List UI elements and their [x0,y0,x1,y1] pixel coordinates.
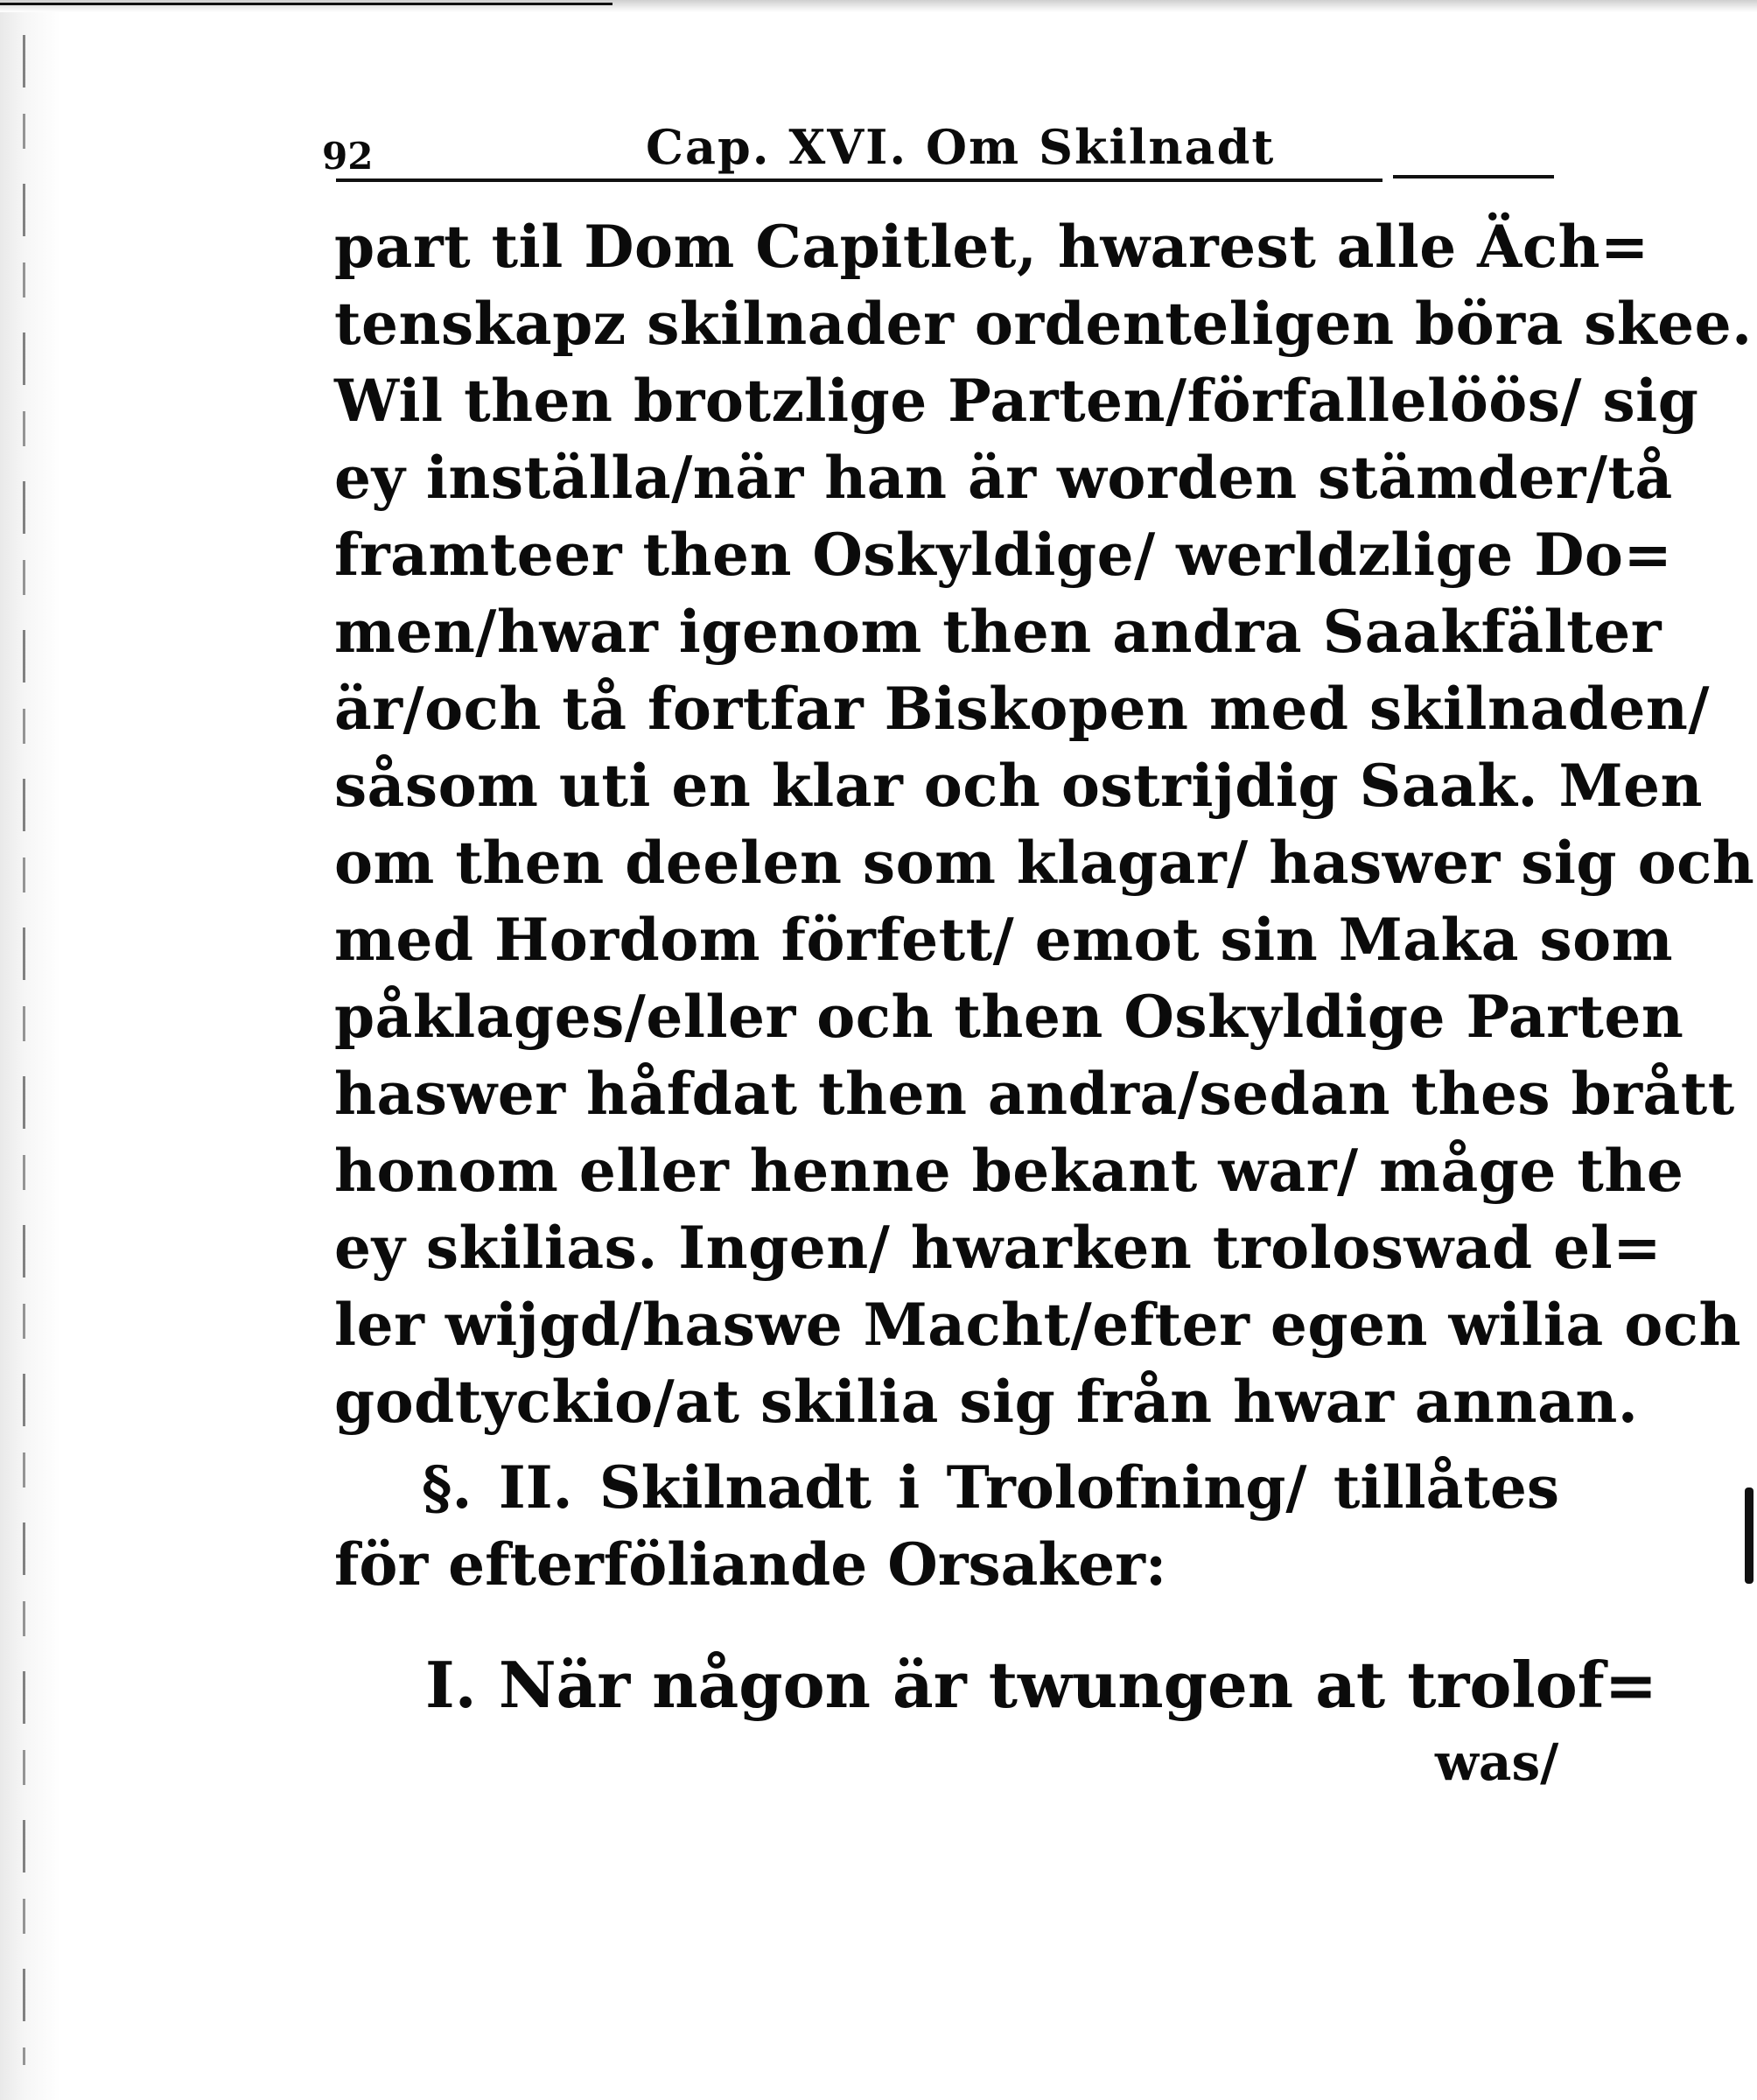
section-heading-line: §. II. Skilnadt i Trolofning/ tillåtes [422,1453,1559,1522]
catchword: was/ [1435,1732,1559,1792]
text-line: framteer then Oskyldige/ werldzlige Do= [334,521,1673,589]
text-line: godtyckio/at skilia sig från hwar annan. [334,1368,1639,1436]
top-page-edge [0,0,1757,12]
text-line: såsom uti en klar och ostrijdig Saak. Men [334,752,1704,820]
header-rule-right [1393,175,1554,178]
header-rule [336,178,1382,182]
page-number: 92 [322,135,374,178]
text-line: ey skilias. Ingen/ hwarken troloswad el= [334,1214,1662,1282]
text-line: ey inställa/när han är worden stämder/tå [334,444,1673,512]
binding-gutter [0,0,61,2100]
text-line: om then deelen som klagar/ haswer sig och [334,829,1755,897]
paragraph [334,208,1755,1440]
text-line: är/och tå fortfar Biskopen med skilnaden/ [334,675,1710,743]
text-line: honom eller henne bekant war/ måge the [334,1137,1684,1205]
ink-speck [1745,1488,1754,1584]
numbered-item: I. När någon är twungen at trolof= [425,1648,1658,1722]
running-head: Cap. XVI. Om Skilnadt [646,119,1276,175]
text-line: men/hwar igenom then andra Saakfälter [334,598,1662,666]
text-line: med Hordom förfett/ emot sin Maka som [334,906,1674,974]
text-line: tenskapz skilnader ordenteligen böra skee. [334,290,1753,358]
section-heading-line: för efterföliande Orsaker: [334,1530,1167,1599]
text-line: ler wijgd/haswe Macht/efter egen wilia och [334,1291,1741,1359]
text-line: påklages/eller och then Oskyldige Parten [334,983,1684,1051]
gutter-shadow-line [23,35,25,2065]
text-line: part til Dom Capitlet, hwarest alle Äch= [334,213,1649,281]
text-line: haswer håfdat then andra/sedan thes brått [334,1060,1735,1128]
text-line: Wil then brotzlige Parten/förfallelöös/ sig [334,367,1699,435]
